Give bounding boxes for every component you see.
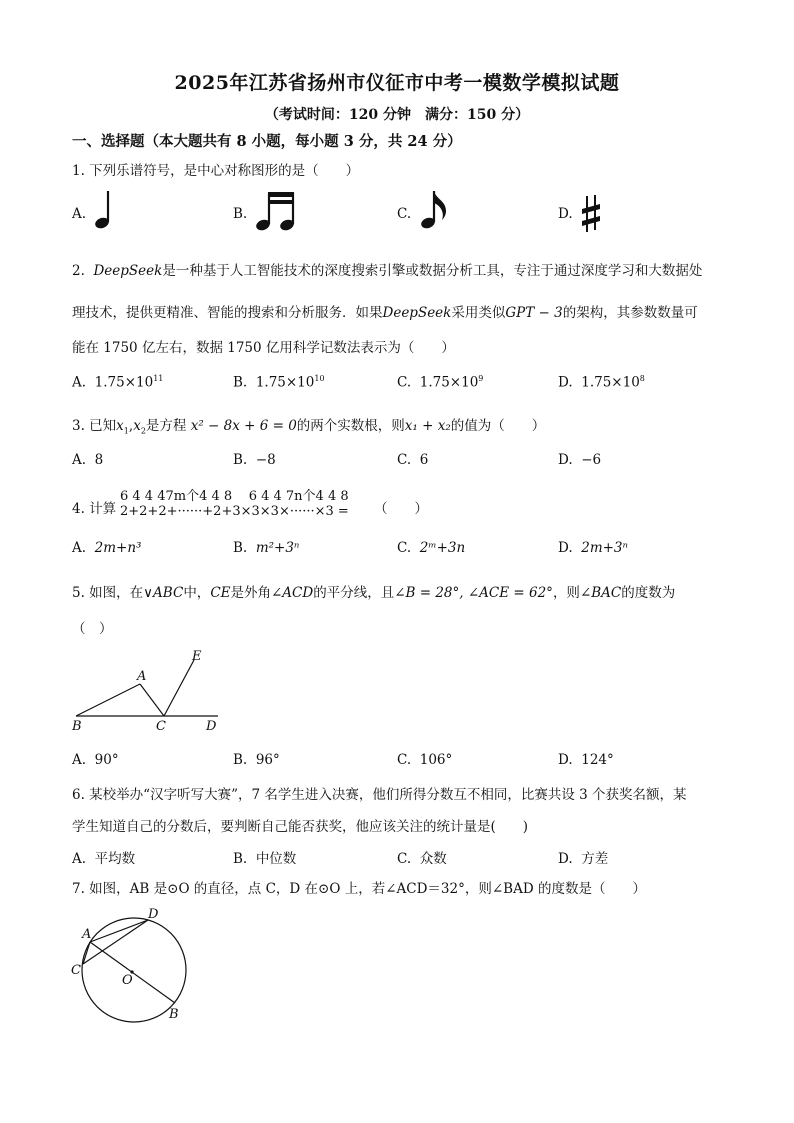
q4-option-d: D. 2m+3ⁿ — [558, 540, 628, 556]
question-6-line-2: 学生知道自己的分数后，要判断自己能否获奖，他应该关注的统计量是( ) — [72, 819, 529, 835]
sharp-sign-icon — [580, 194, 602, 234]
q4-option-b: B. m²+3ⁿ — [233, 540, 300, 556]
question-5-stem: 5. 如图，在∨ABC中，CE是外角∠ACD的平分线，且∠B = 28°, ∠ACE = 62°，则∠BAC的度数为 — [72, 585, 676, 601]
q5-option-a: A. 90° — [72, 752, 119, 768]
question-3-stem: 3. 已知$x_1,x_2$是方程 x² − 8x + 6 = 0的两个实数根，则x₁ + x₂的值为（ ） — [72, 418, 546, 436]
question-4-post: （ ） — [374, 501, 428, 517]
q2-option-d: D. $1.75\times 10^8$ — [558, 374, 645, 391]
question-2-line-2: 理技术，提供更精准、智能的搜索和分析服务．如果DeepSeek采用类似GPT − 3的架构，其参数数量可 — [72, 305, 698, 321]
q4-option-a: A. 2m+n³ — [72, 540, 142, 556]
q3-option-d: D. −6 — [558, 452, 602, 468]
deepseek-term: DeepSeek — [93, 263, 163, 279]
chord-cd — [83, 920, 148, 964]
quarter-note-icon — [92, 189, 116, 231]
question-5-paren: （ ） — [72, 621, 113, 637]
line-ba — [76, 684, 140, 716]
q6-option-c: C. 众数 — [397, 851, 447, 867]
q5-option-d: D. 124° — [558, 752, 614, 768]
q6-option-a: A. 平均数 — [72, 851, 136, 867]
label-a: A — [82, 927, 92, 942]
question-2-line-3: 能在 1750 亿左右，数据 1750 亿用科学记数法表示为（ ） — [72, 340, 455, 356]
q6-option-b: B. 中位数 — [233, 851, 297, 867]
q1-option-d-label: D. — [558, 206, 573, 222]
section-heading: 一、选择题（本大题共有 8 小题，每小题 3 分，共 24 分） — [72, 133, 462, 150]
q3-option-c: C. 6 — [397, 452, 429, 468]
label-a: A — [137, 669, 147, 684]
label-b: B — [72, 719, 82, 734]
line-ce — [164, 660, 194, 716]
q5-option-b: B. 96° — [233, 752, 280, 768]
q6-option-d: D. 方差 — [558, 851, 609, 867]
q7-circle-figure — [66, 900, 206, 1020]
q2-option-b: B. $1.75\times 10^{10}$ — [233, 374, 325, 391]
line-ac — [140, 684, 164, 716]
question-4-pre: 4. 计算 — [72, 501, 117, 517]
q5-option-c: C. 106° — [397, 752, 453, 768]
q4-expression: 6 4 4 47m个4 4 8 6 4 4 7n个4 4 8 2+2+2+······+2+3×3×3×······×3 = — [120, 489, 349, 519]
label-d: D — [206, 719, 217, 734]
q5-triangle-figure — [70, 648, 230, 738]
question-1-stem: 1. 下列乐谱符号，是中心对称图形的是（ ） — [72, 163, 360, 179]
chord-ad — [90, 920, 148, 942]
q2-option-a: A. $1.75\times 10^{11}$ — [72, 374, 164, 391]
question-7-stem: 7. 如图，AB 是⊙O 的直径，点 C，D 在⊙O 上，若∠ACD＝32°，则∠BAD 的度数是（ ） — [72, 881, 646, 897]
label-c: C — [156, 719, 166, 734]
label-o: O — [122, 973, 133, 988]
label-b: B — [169, 1007, 179, 1022]
q3-option-b: B. −8 — [233, 452, 276, 468]
q1-option-c-label: C. — [397, 206, 412, 222]
q4-option-c: C. 2ᵐ+3n — [397, 540, 466, 556]
label-d: D — [148, 907, 159, 922]
question-2-line-1: 2. DeepSeek是一种基于人工智能技术的深度搜索引擎或数据分析工具，专注于通过深度学习和大数据处 — [72, 263, 703, 279]
question-6-line-1: 6. 某校举办“汉字听写大赛”，7 名学生进入决赛，他们所得分数互不相同，比赛共设 3 个获奖名额，某 — [72, 787, 687, 803]
q2-option-c: C. $1.75\times 10^9$ — [397, 374, 484, 391]
sixteenth-notes-icon — [254, 189, 300, 233]
page-title: 2025年江苏省扬州市仪征市中考一模数学模拟试题 — [174, 72, 620, 94]
q1-option-a-label: A. — [72, 206, 87, 222]
q3-option-a: A. 8 — [72, 452, 104, 468]
q1-option-b-label: B. — [233, 206, 248, 222]
eighth-note-icon — [418, 189, 450, 231]
label-e: E — [192, 649, 202, 664]
exam-info: （考试时间：120 分钟 满分：150 分） — [264, 107, 530, 123]
chord-ac — [83, 942, 90, 964]
label-c: C — [71, 963, 81, 978]
